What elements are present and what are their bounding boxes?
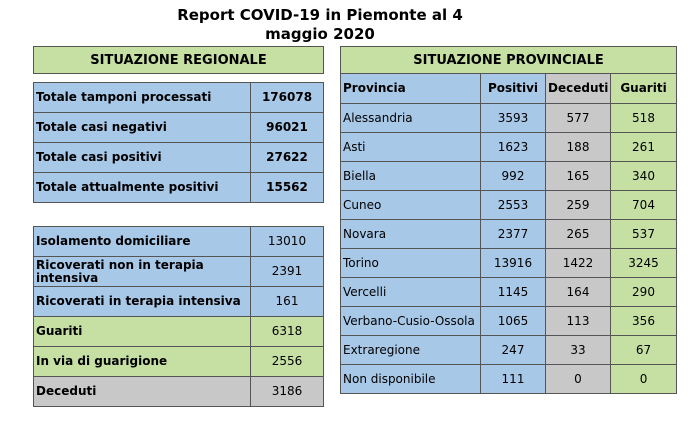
- table-row: [341, 191, 677, 220]
- row-label: Deceduti: [34, 377, 251, 407]
- table-row: [341, 336, 677, 365]
- report-title: Report COVID-19 in Piemonte al 4 maggio 2020: [177, 6, 463, 43]
- cell-provincia: Alessandria: [341, 104, 481, 133]
- row-value: 2556: [251, 347, 324, 377]
- row-label: Guariti: [34, 317, 251, 347]
- table-row: [34, 257, 324, 287]
- provincial-header: SITUAZIONE PROVINCIALE: [341, 47, 677, 74]
- row-value: 96021: [251, 113, 324, 143]
- table-row: [341, 133, 677, 162]
- cell-deceduti: 33: [546, 336, 611, 365]
- row-label: Ricoverati in terapia intensiva: [34, 287, 251, 317]
- cell-deceduti: 259: [546, 191, 611, 220]
- column-header-guariti: Guariti: [611, 74, 677, 104]
- cell-deceduti: 164: [546, 278, 611, 307]
- cell-provincia: Vercelli: [341, 278, 481, 307]
- column-header-deceduti: Deceduti: [546, 74, 611, 104]
- row-label: Isolamento domiciliare: [34, 227, 251, 257]
- cell-guariti: 67: [611, 336, 677, 365]
- table-row: [341, 162, 677, 191]
- row-label: In via di guarigione: [34, 347, 251, 377]
- cell-guariti: 537: [611, 220, 677, 249]
- cell-guariti: 340: [611, 162, 677, 191]
- row-label: Totale casi negativi: [34, 113, 251, 143]
- table-row: [34, 377, 324, 407]
- cell-positivi: 3593: [481, 104, 546, 133]
- cell-guariti: 261: [611, 133, 677, 162]
- cell-guariti: 0: [611, 365, 677, 394]
- cell-deceduti: 577: [546, 104, 611, 133]
- row-value: 27622: [251, 143, 324, 173]
- table-row: [34, 143, 324, 173]
- cell-provincia: Extraregione: [341, 336, 481, 365]
- cell-positivi: 13916: [481, 249, 546, 278]
- cell-deceduti: 188: [546, 133, 611, 162]
- table-row: [34, 317, 324, 347]
- cell-provincia: Verbano-Cusio-Ossola: [341, 307, 481, 336]
- cell-deceduti: 265: [546, 220, 611, 249]
- cell-deceduti: 1422: [546, 249, 611, 278]
- table-row: [34, 83, 324, 113]
- row-label: Totale casi positivi: [34, 143, 251, 173]
- provincial-table: [340, 46, 677, 394]
- regional-summary-table: [33, 46, 324, 203]
- table-row: [341, 307, 677, 336]
- cell-guariti: 704: [611, 191, 677, 220]
- regional-detail-table: [33, 226, 324, 407]
- table-row: [341, 104, 677, 133]
- table-row: [34, 113, 324, 143]
- row-label: Totale tamponi processati: [34, 83, 251, 113]
- row-value: 6318: [251, 317, 324, 347]
- cell-positivi: 111: [481, 365, 546, 394]
- cell-guariti: 290: [611, 278, 677, 307]
- column-header-row: [341, 74, 677, 104]
- cell-provincia: Biella: [341, 162, 481, 191]
- row-label: Ricoverati non in terapia intensiva: [34, 257, 251, 287]
- table-row: [341, 220, 677, 249]
- row-value: 2391: [251, 257, 324, 287]
- table-row: [34, 347, 324, 377]
- cell-positivi: 1623: [481, 133, 546, 162]
- column-header-positivi: Positivi: [481, 74, 546, 104]
- row-label: Totale attualmente positivi: [34, 173, 251, 203]
- cell-positivi: 992: [481, 162, 546, 191]
- regional-header: SITUAZIONE REGIONALE: [34, 47, 324, 74]
- cell-provincia: Non disponibile: [341, 365, 481, 394]
- cell-provincia: Asti: [341, 133, 481, 162]
- cell-positivi: 2553: [481, 191, 546, 220]
- table-row: [341, 365, 677, 394]
- cell-positivi: 247: [481, 336, 546, 365]
- cell-provincia: Novara: [341, 220, 481, 249]
- cell-guariti: 356: [611, 307, 677, 336]
- table-row: [341, 278, 677, 307]
- cell-deceduti: 113: [546, 307, 611, 336]
- row-value: 161: [251, 287, 324, 317]
- spacer: [34, 74, 324, 83]
- cell-deceduti: 0: [546, 365, 611, 394]
- cell-positivi: 2377: [481, 220, 546, 249]
- cell-guariti: 3245: [611, 249, 677, 278]
- row-value: 176078: [251, 83, 324, 113]
- cell-provincia: Cuneo: [341, 191, 481, 220]
- row-value: 15562: [251, 173, 324, 203]
- row-value: 3186: [251, 377, 324, 407]
- row-value: 13010: [251, 227, 324, 257]
- cell-positivi: 1065: [481, 307, 546, 336]
- table-row: [34, 173, 324, 203]
- cell-guariti: 518: [611, 104, 677, 133]
- table-row: [341, 249, 677, 278]
- cell-provincia: Torino: [341, 249, 481, 278]
- cell-positivi: 1145: [481, 278, 546, 307]
- table-row: [34, 287, 324, 317]
- table-row: [34, 227, 324, 257]
- column-header-provincia: Provincia: [341, 74, 481, 104]
- cell-deceduti: 165: [546, 162, 611, 191]
